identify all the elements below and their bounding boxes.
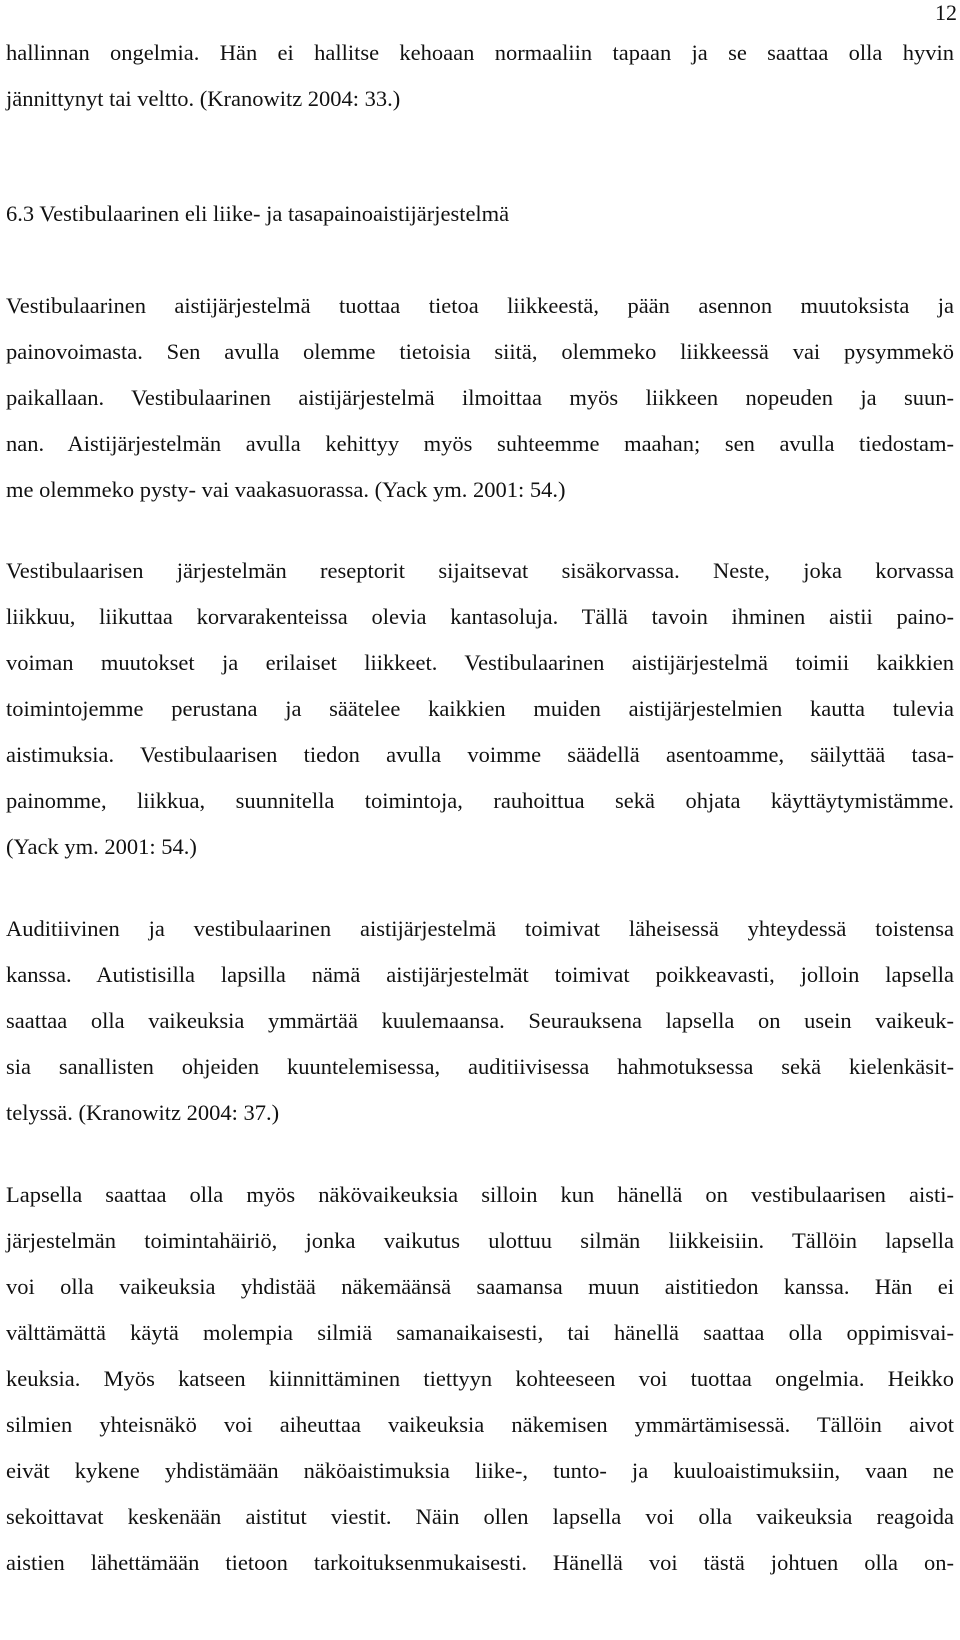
text-line: kanssa. Autistisilla lapsilla nämä aistijärjestelmät toimivat poikkeavasti, jolloin lapsella: [6, 962, 954, 987]
text-line: me olemmeko pysty- vai vaakasuorassa. (Yack ym. 2001: 54.): [6, 477, 566, 502]
text-line: aistien lähettämään tietoon tarkoituksenmukaisesti. Hänellä voi tästä johtuen olla on-: [6, 1550, 954, 1575]
text-line: välttämättä käytä molempia silmiä samanaikaisesti, tai hänellä saattaa olla oppimisvai-: [6, 1320, 954, 1345]
text-line: jännittynyt tai veltto. (Kranowitz 2004: 33.): [6, 86, 401, 111]
text-line: telyssä. (Kranowitz 2004: 37.): [6, 1100, 280, 1125]
heading-text: 6.3 Vestibulaarinen eli liike- ja tasapainoaistijärjestelmä: [6, 201, 510, 226]
paragraph: [6, 548, 954, 870]
paragraph: [6, 283, 954, 513]
text-line: liikkuu, liikuttaa korvarakenteissa olevia kantasoluja. Tällä tavoin ihminen aistii paino-: [6, 604, 954, 629]
page-number: 12: [935, 0, 957, 25]
text-line: voiman muutokset ja erilaiset liikkeet. Vestibulaarinen aistijärjestelmä toimii kaikkien: [6, 650, 954, 675]
text-line: sia sanallisten ohjeiden kuuntelemisessa, auditiivisessa hahmotuksessa sekä kielenkäsit-: [6, 1054, 954, 1079]
text-line: painomme, liikkua, suunnitella toimintoja, rauhoittua sekä ohjata käyttäytymistämme.: [6, 788, 954, 813]
text-line: voi olla vaikeuksia yhdistää näkemäänsä saamansa muun aistitiedon kanssa. Hän ei: [6, 1274, 954, 1299]
text-line: sekoittavat keskenään aistitut viestit. Näin ollen lapsella voi olla vaikeuksia reagoida: [6, 1504, 954, 1529]
text-line: Lapsella saattaa olla myös näkövaikeuksia silloin kun hänellä on vestibulaarisen aisti-: [6, 1182, 954, 1207]
section-heading: [6, 191, 954, 237]
text-line: toimintojemme perustana ja säätelee kaikkien muiden aistijärjestelmien kautta tulevia: [6, 696, 954, 721]
text-line: nan. Aistijärjestelmän avulla kehittyy myös suhteemme maahan; sen avulla tiedostam-: [6, 431, 954, 456]
text-line: Vestibulaarinen aistijärjestelmä tuottaa tietoa liikkeestä, pään asennon muutoksista ja: [6, 293, 954, 318]
text-line: järjestelmän toimintahäiriö, jonka vaikutus ulottuu silmän liikkeisiin. Tällöin lapsella: [6, 1228, 954, 1253]
text-line: keuksia. Myös katseen kiinnittäminen tiettyyn kohteeseen voi tuottaa ongelmia. Heikko: [6, 1366, 954, 1391]
text-line: silmien yhteisnäkö voi aiheuttaa vaikeuksia näkemisen ymmärtämisessä. Tällöin aivot: [6, 1412, 954, 1437]
text-line: saattaa olla vaikeuksia ymmärtää kuulemaansa. Seurauksena lapsella on usein vaikeuk-: [6, 1008, 954, 1033]
text-line: paikallaan. Vestibulaarinen aistijärjestelmä ilmoittaa myös liikkeen nopeuden ja suun-: [6, 385, 954, 410]
text-line: aistimuksia. Vestibulaarisen tiedon avulla voimme säädellä asentoamme, säilyttää tasa-: [6, 742, 954, 767]
text-line: (Yack ym. 2001: 54.): [6, 834, 197, 859]
text-line: Vestibulaarisen järjestelmän reseptorit sijaitsevat sisäkorvassa. Neste, joka korvassa: [6, 558, 954, 583]
text-line: Auditiivinen ja vestibulaarinen aistijärjestelmä toimivat läheisessä yhteydessä toistensa: [6, 916, 954, 941]
text-line: painovoimasta. Sen avulla olemme tietoisia siitä, olemmeko liikkeessä vai pysymmekö: [6, 339, 954, 364]
text-line: hallinnan ongelmia. Hän ei hallitse kehoaan normaaliin tapaan ja se saattaa olla hyvin: [6, 40, 954, 65]
text-line: eivät kykene yhdistämään näköaistimuksia liike-, tunto- ja kuuloaistimuksiin, vaan ne: [6, 1458, 954, 1483]
paragraph: [6, 1172, 954, 1586]
paragraph: [6, 906, 954, 1136]
paragraph-continuation: [6, 30, 954, 122]
